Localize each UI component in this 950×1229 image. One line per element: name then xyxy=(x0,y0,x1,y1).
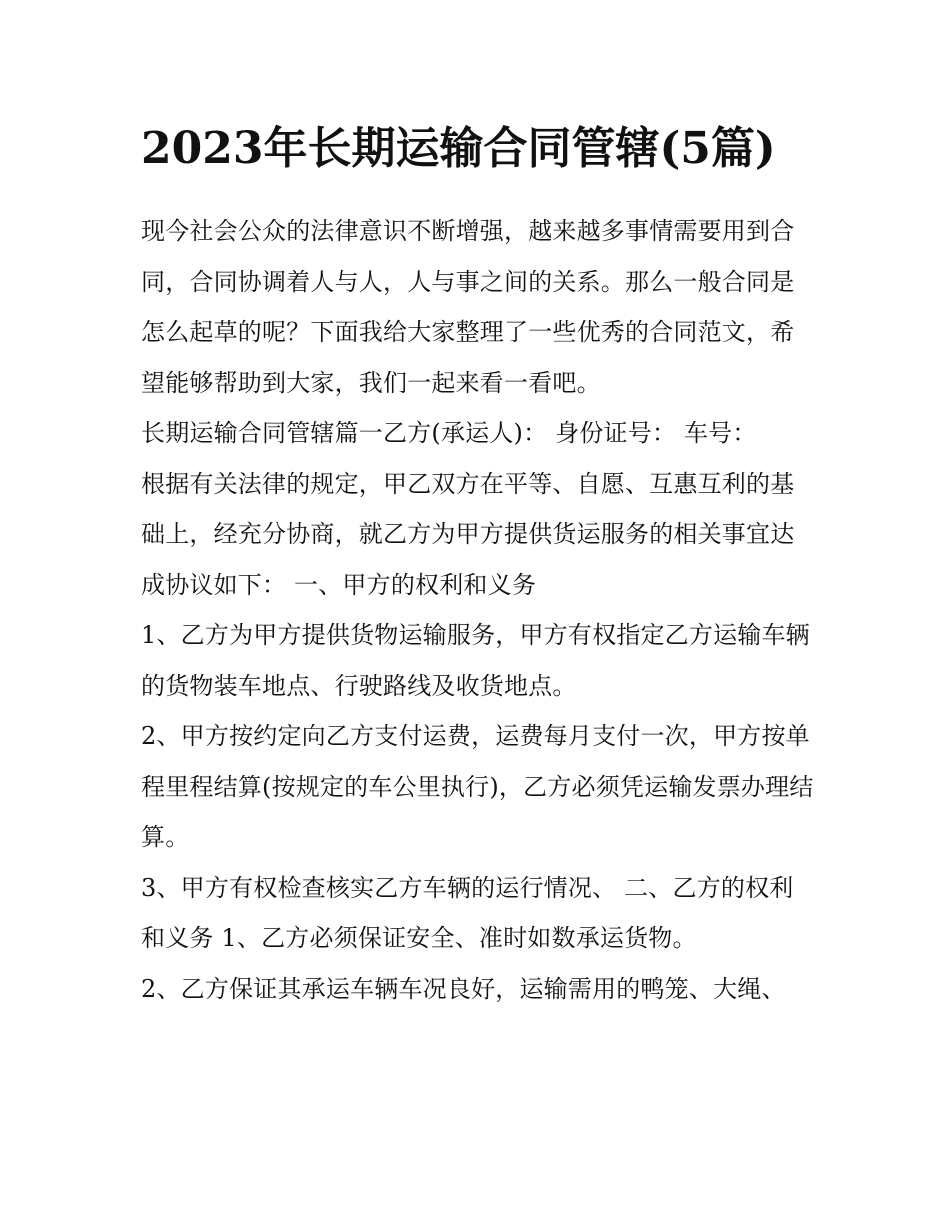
document-body xyxy=(141,118,816,1014)
paragraph-clause-1: 1、乙方为甲方提供货物运输服务，甲方有权指定乙方运输车辆的货物装车地点、行驶路线及收货地点。 xyxy=(141,621,810,700)
paragraph-preamble: 根据有关法律的规定，甲乙双方在平等、自愿、互惠互利的基础上，经充分协商，就乙方为甲方提供货运服务的相关事宜达成协议如下： 一、甲方的权利和义务 xyxy=(141,469,795,599)
paragraph-intro: 现今社会公众的法律意识不断增强，越来越多事情需要用到合同，合同协调着人与人，人与事之间的关系。那么一般合同是怎么起草的呢？下面我给大家整理了一些优秀的合同范文，希望能够帮助到大家，我们一起来看一看吧。 xyxy=(141,217,795,397)
paragraph-contract-parties: 长期运输合同管辖篇一乙方(承运人)： 身份证号： 车号： xyxy=(141,419,757,447)
paragraph-clause-3: 3、甲方有权检查核实乙方车辆的运行情况、 二、乙方的权利和义务 1、乙方必须保证安全、准时如数承运货物。 xyxy=(141,873,794,952)
paragraph-clause-2: 2、甲方按约定向乙方支付运费，运费每月支付一次，甲方按单程里程结算(按规定的车公里执行)，乙方必须凭运输发票办理结算。 xyxy=(141,722,814,851)
document-title: 2023年长期运输合同管辖(5篇) xyxy=(141,123,776,174)
paragraph-clause-4: 2、乙方保证其承运车辆车况良好，运输需用的鸭笼、大绳、 xyxy=(141,974,786,1003)
